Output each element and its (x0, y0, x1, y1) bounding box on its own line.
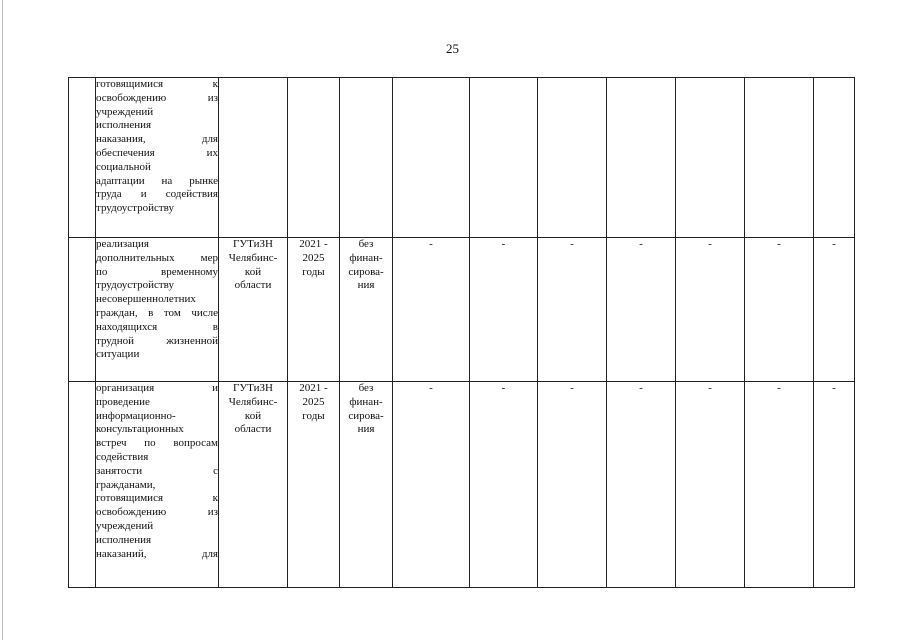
description-line: ситуации (96, 348, 140, 361)
executor-cell-line: Челябинс- (228, 251, 278, 264)
measure-description (96, 382, 219, 588)
description-line: освобождению из (96, 506, 218, 519)
description-line: наказания, для (96, 133, 218, 146)
executor-cell-line: Челябинс- (228, 395, 278, 408)
description-line: гражданами, (96, 478, 156, 491)
row-number-cell (69, 238, 96, 382)
period-cell-line: годы (302, 265, 325, 278)
period-cell-line: 2025 (302, 395, 325, 408)
value-cell: - (538, 382, 607, 588)
executor-cell (219, 382, 288, 588)
row-number-cell (69, 78, 96, 238)
description-line: учреждений (96, 105, 154, 118)
description-line: граждан, в том числе (96, 306, 218, 319)
executor-cell-line: кой (244, 265, 262, 278)
value-cell: - (814, 382, 855, 588)
value-cell: - (538, 238, 607, 382)
period-cell-line: годы (302, 409, 325, 422)
description-line: освобождению из (96, 91, 218, 104)
financing-cell (340, 238, 393, 382)
period-cell (288, 78, 340, 238)
value-cell: - (607, 238, 676, 382)
page-number: 25 (446, 41, 459, 56)
description-line: информационно- (96, 409, 176, 422)
description-line: встреч по вопросам (96, 437, 218, 450)
description-line: дополнительных мер (96, 251, 218, 264)
value-cell: - (814, 238, 855, 382)
executor-cell (219, 78, 288, 238)
description-line: готовящимися к (96, 78, 218, 90)
financing-cell-line: сирова- (348, 409, 384, 422)
description-line: труда и содействия (96, 188, 218, 201)
description-line: обеспечения их (96, 146, 218, 159)
description-line: учреждений (96, 519, 154, 532)
value-cell: - (393, 238, 470, 382)
financing-cell (340, 78, 393, 238)
financing-cell (340, 382, 393, 588)
description-line: несовершеннолетних (96, 293, 196, 306)
value-cell (393, 78, 470, 238)
value-cell: - (607, 382, 676, 588)
period-cell-line: 2025 (302, 251, 325, 264)
description-line: готовящимися к (96, 492, 218, 505)
description-line: организация и (96, 382, 218, 394)
description-line: по временному (96, 265, 218, 278)
value-cell: - (745, 382, 814, 588)
financing-cell-line: без (358, 382, 374, 394)
value-cell: - (745, 238, 814, 382)
description-line: социальной (96, 160, 151, 173)
executor-cell-line: ГУТиЗН (233, 238, 273, 250)
description-line: находящихся в (96, 320, 218, 333)
description-line: реализация (96, 238, 149, 250)
executor-cell (219, 238, 288, 382)
measures-table (68, 77, 855, 588)
period-cell (288, 238, 340, 382)
value-cell (470, 78, 538, 238)
row-number-cell (69, 382, 96, 588)
period-cell-line: 2021 - (299, 238, 328, 250)
value-cell (814, 78, 855, 238)
description-line: исполнения (96, 533, 152, 546)
executor-cell-line: области (234, 423, 272, 436)
value-cell: - (470, 382, 538, 588)
executor-cell-line: области (234, 279, 272, 292)
table-row (69, 78, 855, 238)
financing-cell-line: финан- (349, 251, 383, 264)
value-cell (538, 78, 607, 238)
description-line: исполнения (96, 119, 152, 132)
table-row (69, 238, 855, 382)
value-cell (607, 78, 676, 238)
description-line: трудной жизненной (96, 334, 218, 347)
financing-cell-line: сирова- (348, 265, 384, 278)
description-line: трудоустройству (96, 202, 174, 215)
page-edge-rule (2, 0, 3, 640)
financing-cell-line: финан- (349, 395, 383, 408)
value-cell: - (393, 382, 470, 588)
financing-cell-line: ния (357, 279, 375, 292)
measure-description (96, 78, 219, 238)
description-line: содействия (96, 450, 149, 463)
description-line: наказаний, для (96, 547, 218, 560)
value-cell: - (676, 382, 745, 588)
value-cell: - (470, 238, 538, 382)
description-line: занятости с (96, 464, 218, 477)
financing-cell-line: ния (357, 423, 375, 436)
value-cell (676, 78, 745, 238)
description-line: консультационных (96, 423, 184, 436)
description-line: проведение (96, 395, 150, 408)
value-cell: - (676, 238, 745, 382)
executor-cell-line: кой (244, 409, 262, 422)
value-cell (745, 78, 814, 238)
executor-cell-line: ГУТиЗН (233, 382, 273, 394)
description-line: трудоустройству (96, 279, 174, 292)
period-cell-line: 2021 - (299, 382, 328, 394)
period-cell (288, 382, 340, 588)
description-line: адаптации на рынке (96, 174, 218, 187)
table-row (69, 382, 855, 588)
financing-cell-line: без (358, 238, 374, 250)
measure-description (96, 238, 219, 382)
